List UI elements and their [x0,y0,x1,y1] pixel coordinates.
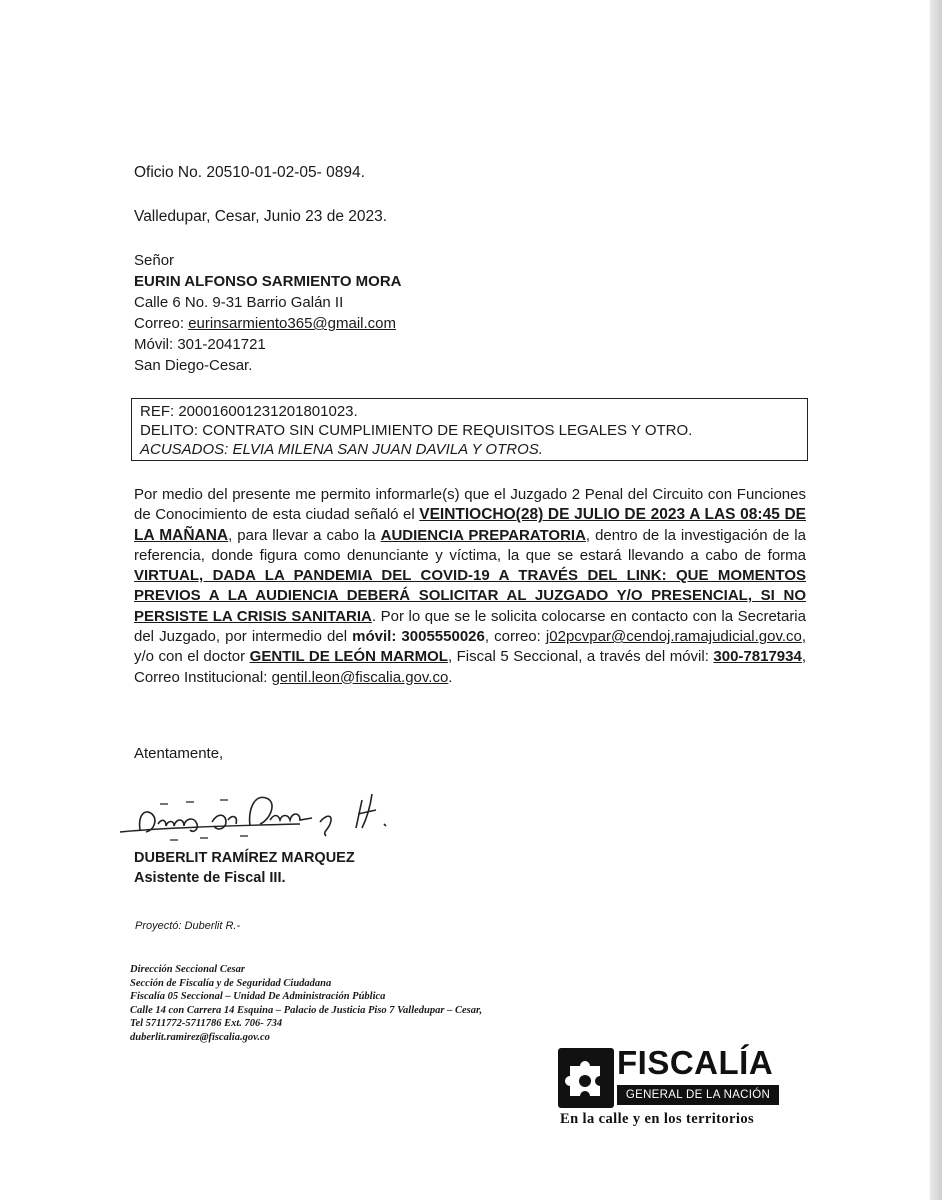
recipient-name: EURIN ALFONSO SARMIENTO MORA [134,273,402,290]
logo-tagline: En la calle y en los territorios [560,1111,755,1127]
recipient-email-label: Correo: [134,315,189,332]
body-paragraph [134,485,806,688]
handwritten-signature [100,780,430,850]
hearing-date: VEINTIOCHO(28) DE JULIO DE 2023 A LAS 08:45 DE LA MAÑANA [134,506,807,544]
closing-regards: Atentamente, [134,745,224,762]
footer-address-block [130,963,482,1044]
footer-line: Dirección Seccional Cesar [130,964,245,975]
footer-line: Sección de Fiscalía y de Seguridad Ciudadana [130,977,332,989]
hearing-type: AUDIENCIA PREPARATORIA [380,526,586,544]
logo-subtitle: GENERAL DE LA NACIÓN [617,1085,779,1105]
reference-accused: ACUSADOS: ELVIA MILENA SAN JUAN DAVILA Y OTROS. [140,441,543,458]
body-text: , y/o con el doctor [134,628,807,666]
recipient-phone: Móvil: 301-2041721 [134,336,266,353]
body-text: Por medio del presente me permito informarle(s) que el Juzgado 2 Penal del Circuito con Funciones de Conocimiento de esta ciudad señaló el [134,486,806,524]
puzzle-emblem-icon [558,1048,614,1108]
body-text: , correo: [484,628,546,646]
recipient-email-link[interactable]: eurinsarmiento365@gmail.com [188,315,397,332]
recipient-email-line [134,314,396,334]
drafted-by: Proyectó: Duberlit R.- [135,920,241,932]
body-text: , Correo Institucional: [134,648,806,686]
body-text: . [448,668,453,686]
signer-name: DUBERLIT RAMÍREZ MARQUEZ [134,850,355,866]
salutation: Señor [134,252,175,269]
signer-role: Asistente de Fiscal III. [134,870,286,886]
oficio-number: Oficio No. 20510-01-02-05- 0894. [134,164,365,181]
body-text: , Fiscal 5 Seccional, a través del móvil: [447,648,714,666]
prosecutor-phone: 300-7817934 [713,648,802,666]
place-date: Valledupar, Cesar, Junio 23 de 2023. [134,208,388,225]
footer-line: Fiscalía 05 Seccional – Unidad De Administración Pública [130,991,386,1002]
footer-line: Calle 14 con Carrera 14 Esquina – Palacio de Justicia Piso 7 Valledupar – Cesar, [130,1004,483,1016]
court-email-link[interactable]: j02pcvpar@cendoj.ramajudicial.gov.co [545,628,802,646]
recipient-city: San Diego-Cesar. [134,357,253,374]
reference-crime: DELITO: CONTRATO SIN CUMPLIMIENTO DE REQUISITOS LEGALES Y OTRO. [140,422,693,439]
logo-title: FISCALÍA [617,1044,774,1081]
page-edge-shadow [930,0,942,1200]
reference-box [131,398,808,461]
footer-line: duberlit.ramirez@fiscalia.gov.co [130,1031,270,1043]
recipient-address: Calle 6 No. 9-31 Barrio Galán II [134,294,344,311]
prosecutor-email-link[interactable]: gentil.leon@fiscalia.gov.co [271,668,449,686]
virtual-notice: VIRTUAL, DADA LA PANDEMIA DEL COVID-19 A TRAVÉS DEL LINK: QUE MOMENTOS PREVIOS A LA AUDIENCIA DEBERÁ SOLICITAR AL JUZGADO Y/O PRESENCIAL, SI NO PERSISTE LA CRISIS SANITARIA [134,567,806,625]
court-phone: móvil: 3005550026 [352,628,485,646]
fiscalia-logo [555,1044,785,1128]
footer-line: Tel 5711772-5711786 Ext. 706- 734 [130,1018,283,1029]
reference-number: REF: 200016001231201801023. [140,403,358,420]
prosecutor-name: GENTIL DE LEÓN MARMOL [249,648,448,666]
body-text: , dentro de la investigación de la referencia, donde figura como denunciante y víctima, la que se estará llevando a cabo de forma [134,526,806,564]
body-text: , para llevar a cabo la [228,526,381,544]
body-text: . Por lo que se le solicita colocarse en contacto con la Secretaria del Juzgado, por intermedio del [134,607,806,646]
